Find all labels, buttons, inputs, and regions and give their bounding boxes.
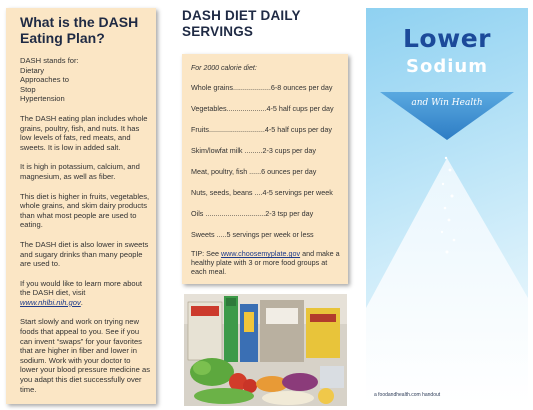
serving-row-fruits: Fruits............................4-5 half cups per day [191,125,333,134]
para-lower: The DASH diet is also lower in sweets and sugary drinks than many people are used to. [20,239,149,269]
dash-heading: What is the DASH Eating Plan? [20,14,139,46]
nhlbi-link[interactable]: www.nhlbi.nih.gov [20,297,81,307]
para-learn-more [20,279,150,308]
dash-info-panel [6,8,156,404]
servings-heading: DASH DIET DAILY SERVINGS [182,8,301,39]
cover-title-lower: Lower [403,24,491,53]
choosemyplate-link[interactable]: www.choosemyplate.gov [220,249,301,258]
para-higher-in: This diet is higher in fruits, vegetables, whole grains, and skim dairy products than what most people are used to eating. [20,191,150,230]
publisher-credit: a foodandhealth.com handout [374,392,441,398]
acronym-h: Hypertension [20,94,65,104]
calorie-note: For 2000 calorie diet: [191,65,257,72]
dash-acronym [20,56,150,104]
serving-row-oils: Oils ..............................2-3 tsp per day [191,209,314,218]
servings-column [176,8,348,404]
cover-title-sodium: Sodium [406,56,488,77]
serving-row-grains: Whole grains...................6-8 ounces per day [191,83,333,92]
serving-row-sweets: Sweets .....5 servings per week or less [191,230,314,239]
acronym-d: Dietary [20,65,45,75]
serving-row-meat: Meat, poultry, fish ......6 ounces per day [191,167,317,176]
serving-row-nuts: Nuts, seeds, beans ....4-5 servings per week [191,188,333,197]
para-start: Start slowly and work on trying new foods that appeal to you. See if you can invent “swaps” for your favorites that are higher in fiber and lower in sodium. Work with your doctor to lower your blood pressure medicine as you adapt this diet successfully over time. [20,317,151,394]
serving-row-vegetables: Vegetables....................4-5 half cups per day [191,104,334,113]
tip-text [191,249,342,276]
para-includes: The DASH eating plan includes whole grains, poultry, fish, and nuts. It has low levels of fats, red meats, and sweets. It is low in added salt. [20,113,148,152]
para-high-minerals: It is high in potassium, calcium, and magnesium, as well as fiber. [20,162,140,181]
acronym-a: Approaches to [20,75,69,85]
tip-lead: TIP: See [191,249,221,258]
acronym-lead: DASH stands for: [20,56,79,65]
acronym-s: Stop [20,84,36,94]
cover-tagline: and Win Health [411,98,483,108]
learn-more-text: If you would like to learn more about the DASH diet, visit [20,278,142,298]
groceries-photo [184,294,347,406]
groceries-photo-graphic [184,294,347,406]
serving-row-milk: Skim/lowfat milk .........2-3 cups per day [191,146,317,155]
servings-panel [182,54,348,284]
cover-panel [366,8,528,404]
tip-rest: and make a healthy plate with 3 or more food groups at each meal. [191,249,340,276]
learn-more-end: . [80,297,83,307]
